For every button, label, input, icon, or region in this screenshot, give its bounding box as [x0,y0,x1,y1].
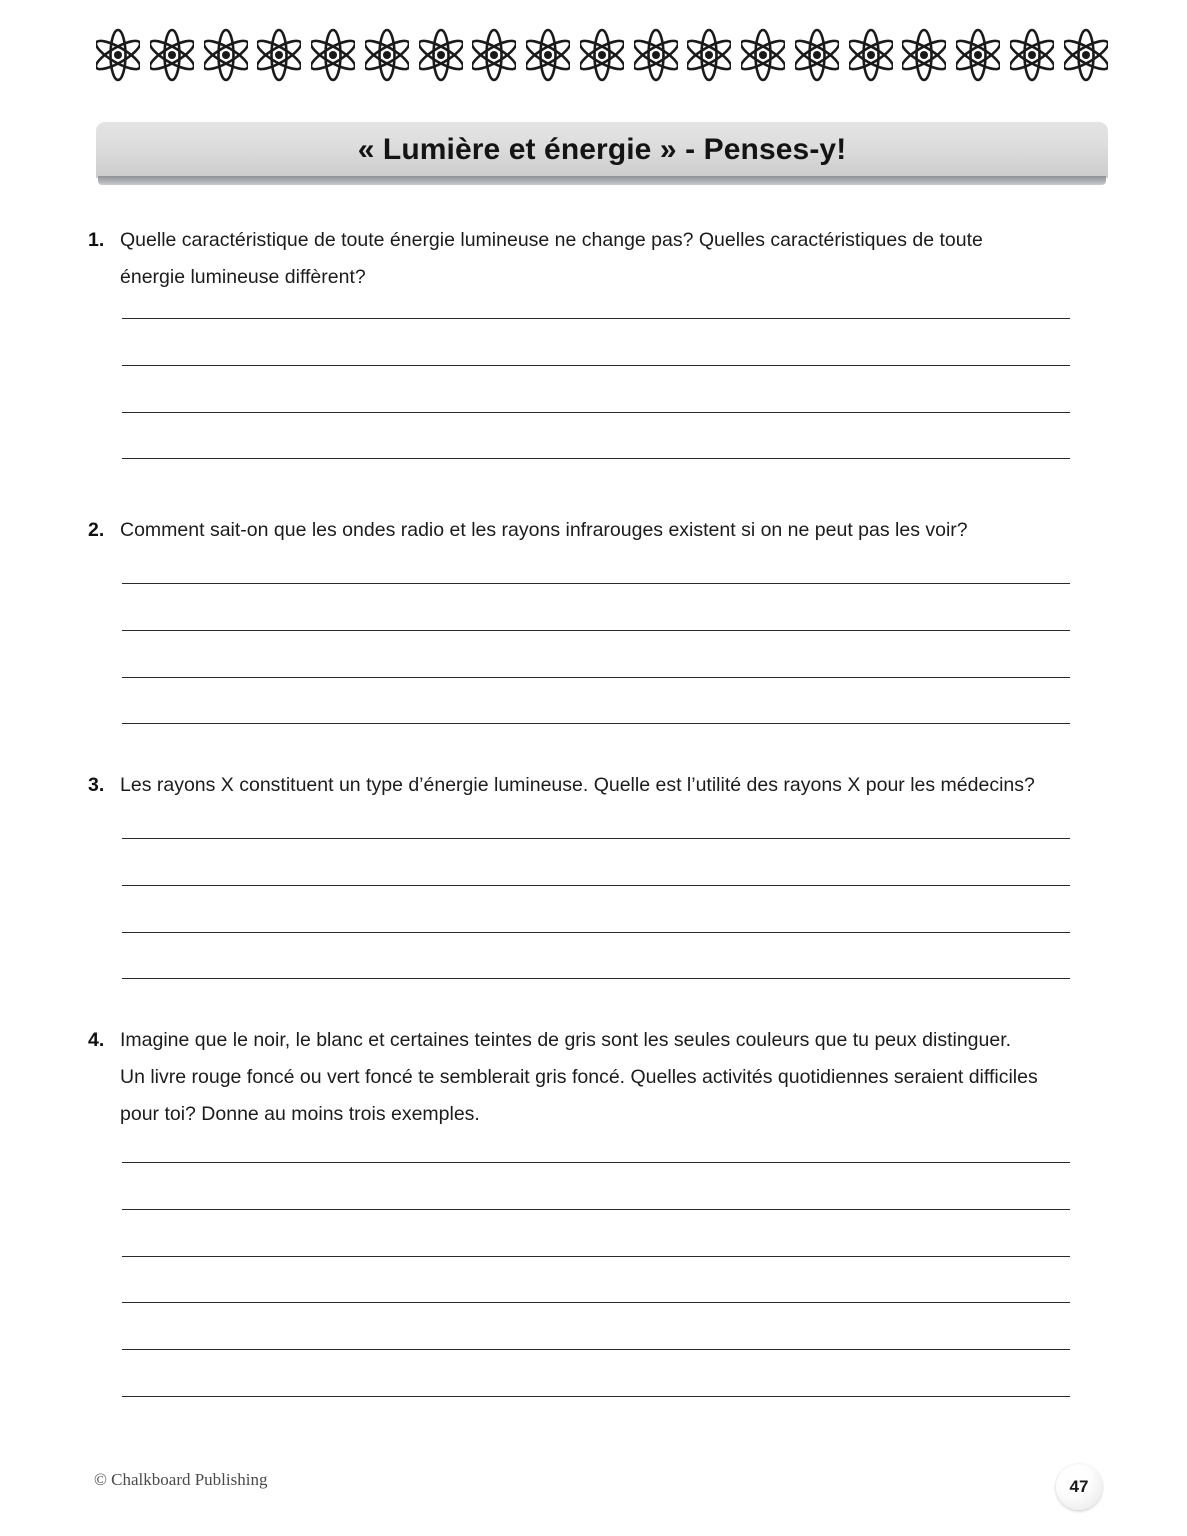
answer-line[interactable] [122,1162,1070,1163]
question-number: 3. [88,774,105,796]
atom-icon [204,26,248,84]
atom-icon [257,26,301,84]
atom-icon [365,26,409,84]
page-number-badge: 47 [1056,1464,1102,1510]
atom-icon [96,26,140,84]
atom-icon [311,26,355,84]
answer-line[interactable] [122,1256,1070,1257]
question-block [88,1022,1098,1133]
answer-line[interactable] [122,583,1070,584]
copyright-notice: © Chalkboard Publishing [94,1470,268,1489]
answer-line[interactable] [122,677,1070,678]
question-text-line: Les rayons X constituent un type d’énergie lumineuse. Quelle est l’utilité des rayons X pour les médecins? [120,774,1035,796]
atom-icon [687,26,731,84]
question-text [88,222,1098,296]
question-block [88,767,1098,804]
atom-icon [526,26,570,84]
answer-line[interactable] [122,1209,1070,1210]
question-text [88,767,1098,804]
question-text-line: Un livre rouge foncé ou vert foncé te semblerait gris foncé. Quelles activités quotidiennes seraient difficiles [120,1066,1038,1088]
atom-icon [956,26,1000,84]
answer-line[interactable] [122,365,1070,366]
page-title: « Lumière et énergie » - Penses-y! [357,133,847,166]
atom-icon [741,26,785,84]
question-text-line: Quelle caractéristique de toute énergie lumineuse ne change pas? Quelles caractéristiques de toute [120,229,983,251]
title-banner [96,122,1108,188]
question-text [88,512,1098,549]
atom-icon [902,26,946,84]
answer-line[interactable] [122,458,1070,459]
question-text-line: pour toi? Donne au moins trois exemples. [120,1103,480,1125]
answer-line[interactable] [122,318,1070,319]
answer-line[interactable] [122,932,1070,933]
atom-icon [1064,26,1108,84]
question-text-line: Comment sait-on que les ondes radio et les rayons infrarouges existent si on ne peut pas les voir? [120,519,968,541]
question-number: 2. [88,519,105,541]
atom-icon [849,26,893,84]
atom-icon [580,26,624,84]
atom-icon [419,26,463,84]
question-text-line: énergie lumineuse diffèrent? [120,266,366,288]
answer-line[interactable] [122,1349,1070,1350]
answer-line[interactable] [122,412,1070,413]
answer-line[interactable] [122,1302,1070,1303]
answer-line[interactable] [122,885,1070,886]
answer-line[interactable] [122,1396,1070,1397]
atom-border-strip [96,24,1108,86]
question-text [88,1022,1098,1133]
atom-icon [634,26,678,84]
atom-icon [1010,26,1054,84]
answer-line[interactable] [122,723,1070,724]
answer-line[interactable] [122,838,1070,839]
question-number: 4. [88,1029,105,1051]
question-number: 1. [88,229,105,251]
atom-icon [472,26,516,84]
atom-icon [150,26,194,84]
question-block [88,512,1098,549]
question-block [88,222,1098,296]
answer-line[interactable] [122,630,1070,631]
atom-icon [795,26,839,84]
question-text-line: Imagine que le noir, le blanc et certaines teintes de gris sont les seules couleurs que tu peux distinguer. [120,1029,1012,1051]
answer-line[interactable] [122,978,1070,979]
